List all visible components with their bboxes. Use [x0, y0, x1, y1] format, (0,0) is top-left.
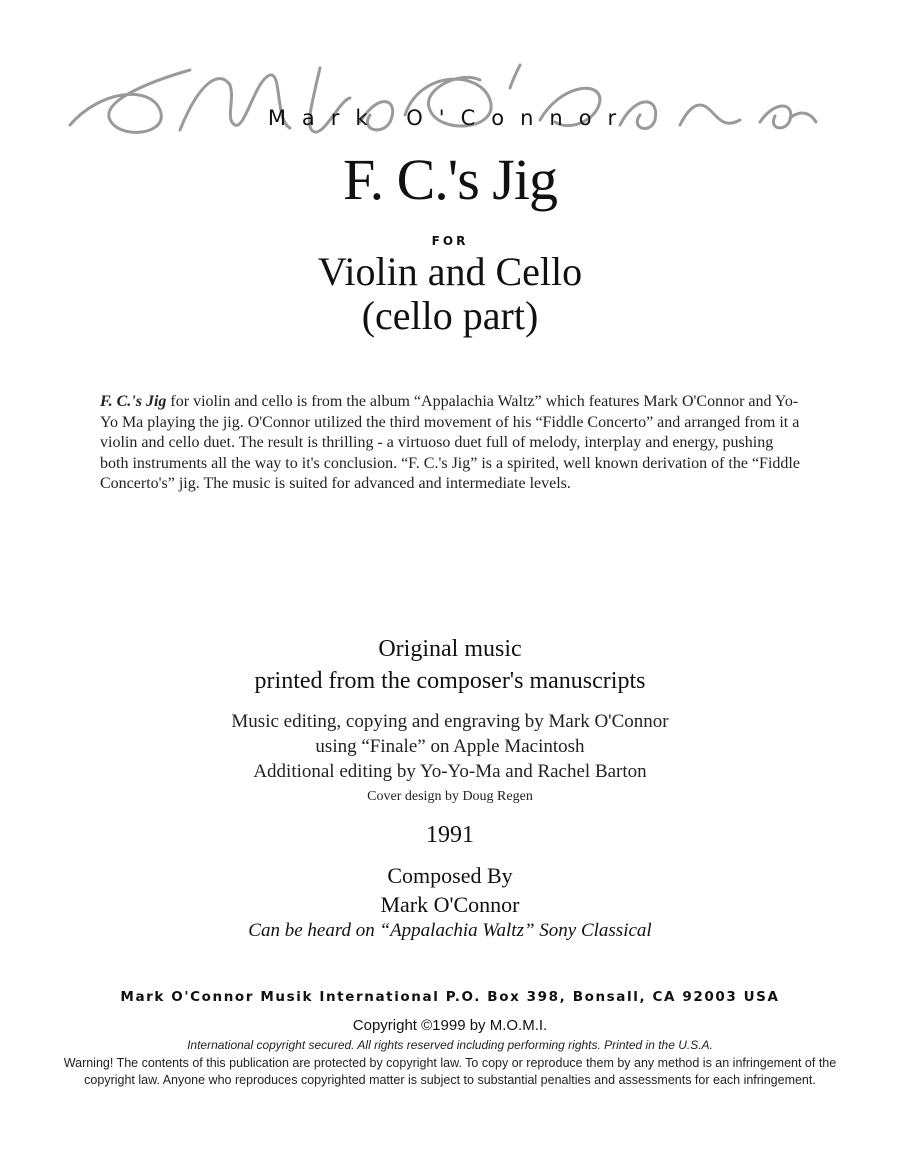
signature-logo [60, 50, 820, 150]
editing-credit: Music editing, copying and engraving by Mark O'Connor [231, 711, 669, 732]
recording-note: Can be heard on “Appalachia Waltz” Sony Classical [248, 920, 652, 941]
cover-design-credit: Cover design by Doug Regen [367, 789, 533, 804]
original-music-line: Original music [378, 636, 522, 662]
piece-title: F. C.'s Jig [342, 147, 557, 212]
copyright-notice: Copyright ©1999 by M.O.M.I. [352, 1017, 548, 1034]
instrumentation: Violin and Cello [317, 249, 583, 294]
composer-caps: Mark O'Connor [267, 106, 633, 130]
warning-notice: Warning! The contents of this publication are protected by copyright law. To copy or reproduce them by any method is an infringement of the copyright law. Anyone who reproduces copyrighted matter is subject to substantial penalties and assessments for each infringement. [63, 1056, 837, 1087]
for-label: FOR [431, 234, 469, 248]
manuscripts-line: printed from the composer's manuscripts [254, 668, 646, 694]
rights-notice: International copyright secured. All rights reserved including performing rights. Printed in the U.S.A. [187, 1038, 713, 1052]
year: 1991 [426, 822, 474, 848]
signature-flourish [60, 50, 820, 150]
description-title: F. C.'s Jig [100, 393, 167, 410]
description-paragraph [100, 392, 800, 495]
publisher-address: Mark O'Connor Musik International P.O. Box 398, Bonsall, CA 92003 USA [120, 989, 780, 1005]
composer-name: Mark O'Connor [380, 892, 520, 917]
software-credit: using “Finale” on Apple Macintosh [315, 736, 585, 757]
composed-by-label: Composed By [387, 863, 513, 888]
part-label: (cello part) [361, 293, 539, 338]
additional-editing-credit: Additional editing by Yo-Yo-Ma and Rachel Barton [253, 761, 647, 782]
description-text: for violin and cello is from the album “Appalachia Waltz” which features Mark O'Connor and Yo-Yo Ma playing the jig. O'Connor utilized the third movement of his “Fiddle Concerto” and arranged from it a violin and cello duet. The result is thrilling - a virtuoso duet full of melody, interplay and energy, pushing both instruments all the way to it's conclusion. “F. C.'s Jig” is a spirited, well known derivation of the “Fiddle Concerto's” jig. The music is suited for advanced and intermediate levels. [100, 393, 800, 492]
